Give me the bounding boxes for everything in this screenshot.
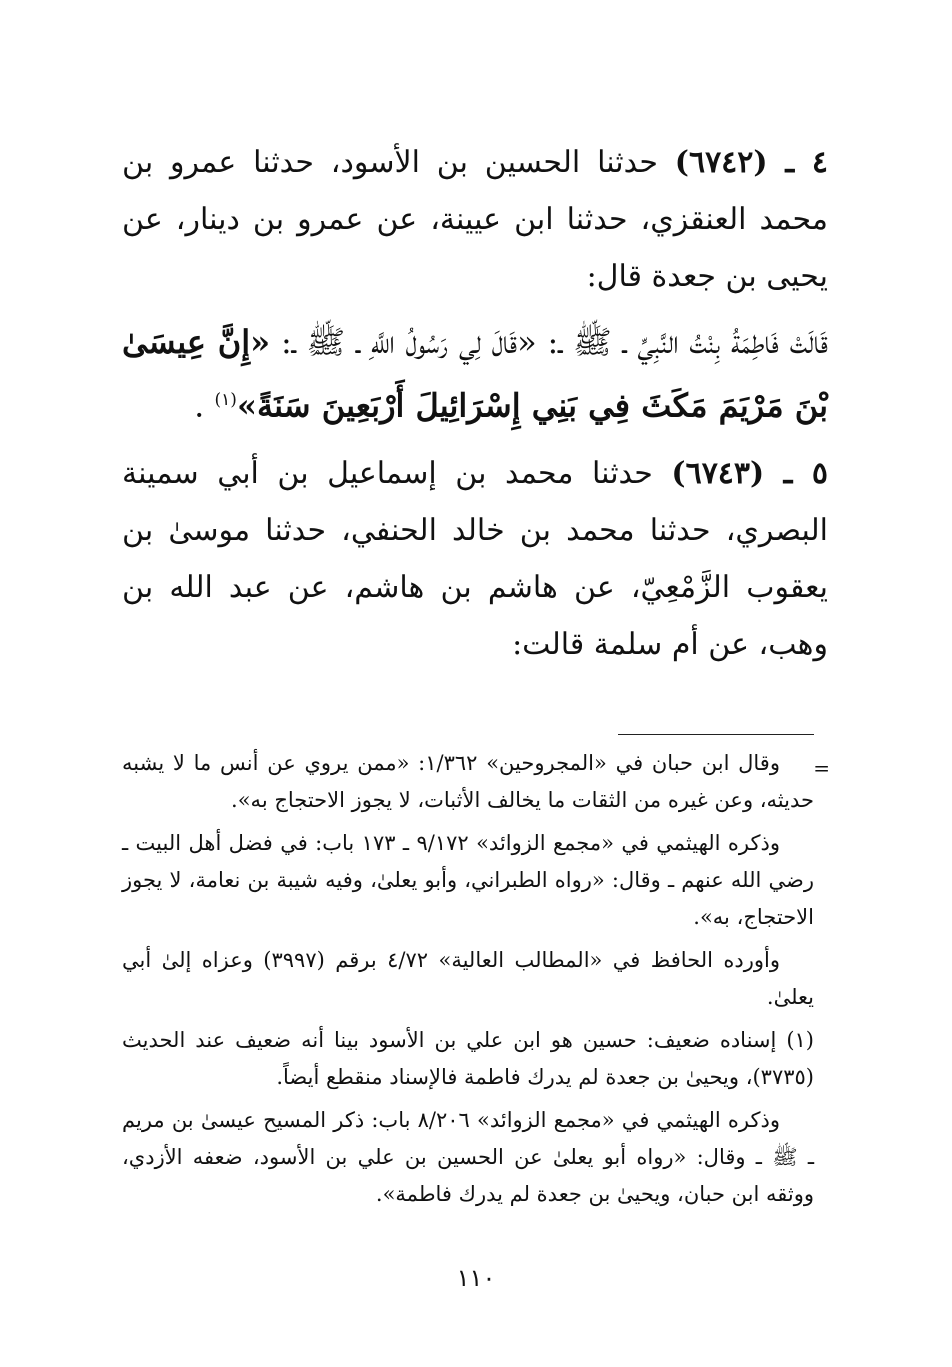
footnote-haythami-1: وذكره الهيثمي في «مجمع الزوائد» ٩/١٧٢ ـ ١٧٣ باب: في فضل أهل البيت ـ رضي الله عنهم ـ وقال: «رواه الطبراني، وأبو يعلىٰ، وفيه شيبة بن نعامة، لا يجوز الاحتجاج، به».: [122, 831, 814, 929]
hadith-4-isnad-text: حدثنا الحسين بن الأسود، حدثنا عمرو بن محمد العنقزي، حدثنا ابن عيينة، عن عمرو بن دينار، عن يحيى بن جعدة قال:: [122, 145, 828, 294]
footnote-ref-1[interactable]: (١): [214, 390, 237, 410]
footnote-continued-ibn-hibban: وقال ابن حبان في «المجروحين» ١/٣٦٢: «ممن يروي عن أنس ما لا يشبه حديثه، وعن غيره من الثقات ما يخالف الأثبات، لا يجوز الاحتجاج به».: [122, 751, 814, 812]
footnote-1: (١) إسناده ضعيف: حسين هو ابن علي بن الأسود بينا أنه ضعيف عند الحديث (٣٧٣٥)، ويحيىٰ بن جعدة لم يدرك فاطمة فالإسناد منقطع أيضاً.: [122, 1028, 814, 1089]
footnote-hafiz: وأورده الحافظ في «المطالب العالية» ٤/٧٢ برقم (٣٩٩٧) وعزاه إلىٰ أبي يعلىٰ.: [122, 948, 814, 1009]
footnote-separator: [618, 734, 814, 735]
page-number: ١١٠: [456, 1264, 496, 1292]
footnote-haythami-2: وذكره الهيثمي في «مجمع الزوائد» ٨/٢٠٦ باب: ذكر المسيح عيسىٰ بن مريم ـ ﷺ ـ وقال: «رواه أبو يعلىٰ عن الحسين بن علي بن الأسود، ضعفه الأزدي، ووثقه ابن حبان، ويحيىٰ بن جعدة لم يدرك فاطمة».: [122, 1108, 814, 1206]
hadith-4-intro: قَالَتْ فَاطِمَةُ بِنْتُ النَّبِيِّ ـ ﷺ ـ: «قَالَ لِي رَسُولُ اللَّهِ ـ ﷺ ـ:: [270, 323, 829, 361]
footnotes: [122, 745, 814, 1213]
footnote-continuation-mark: =: [813, 756, 830, 780]
hadith-4-end: .: [194, 386, 215, 425]
hadith-4-number: ٤ ـ (٦٧٤٢): [674, 145, 828, 180]
hadith-4-text: [122, 313, 828, 435]
hadith-5-isnad-text: حدثنا محمد بن إسماعيل بن أبي سمينة البصري، حدثنا محمد بن خالد الحنفي، حدثنا موسىٰ بن يعقوب الزَّمْعِيّ، عن هاشم بن هاشم، عن عبد الله بن وهب، عن أم سلمة قالت:: [122, 455, 828, 662]
hadith-5-number: ٥ ـ (٦٧٤٣): [671, 455, 828, 491]
hadith-4-isnad: [122, 134, 828, 305]
hadith-5-isnad: [122, 445, 828, 673]
hadith-4-matn: «إِنَّ عِيسَىٰ بْنَ مَرْيَمَ مَكَثَ فِي بَنِي إِسْرَائِيلَ أَرْبَعِينَ سَنَةً»: [122, 323, 828, 425]
main-text: [122, 134, 828, 673]
